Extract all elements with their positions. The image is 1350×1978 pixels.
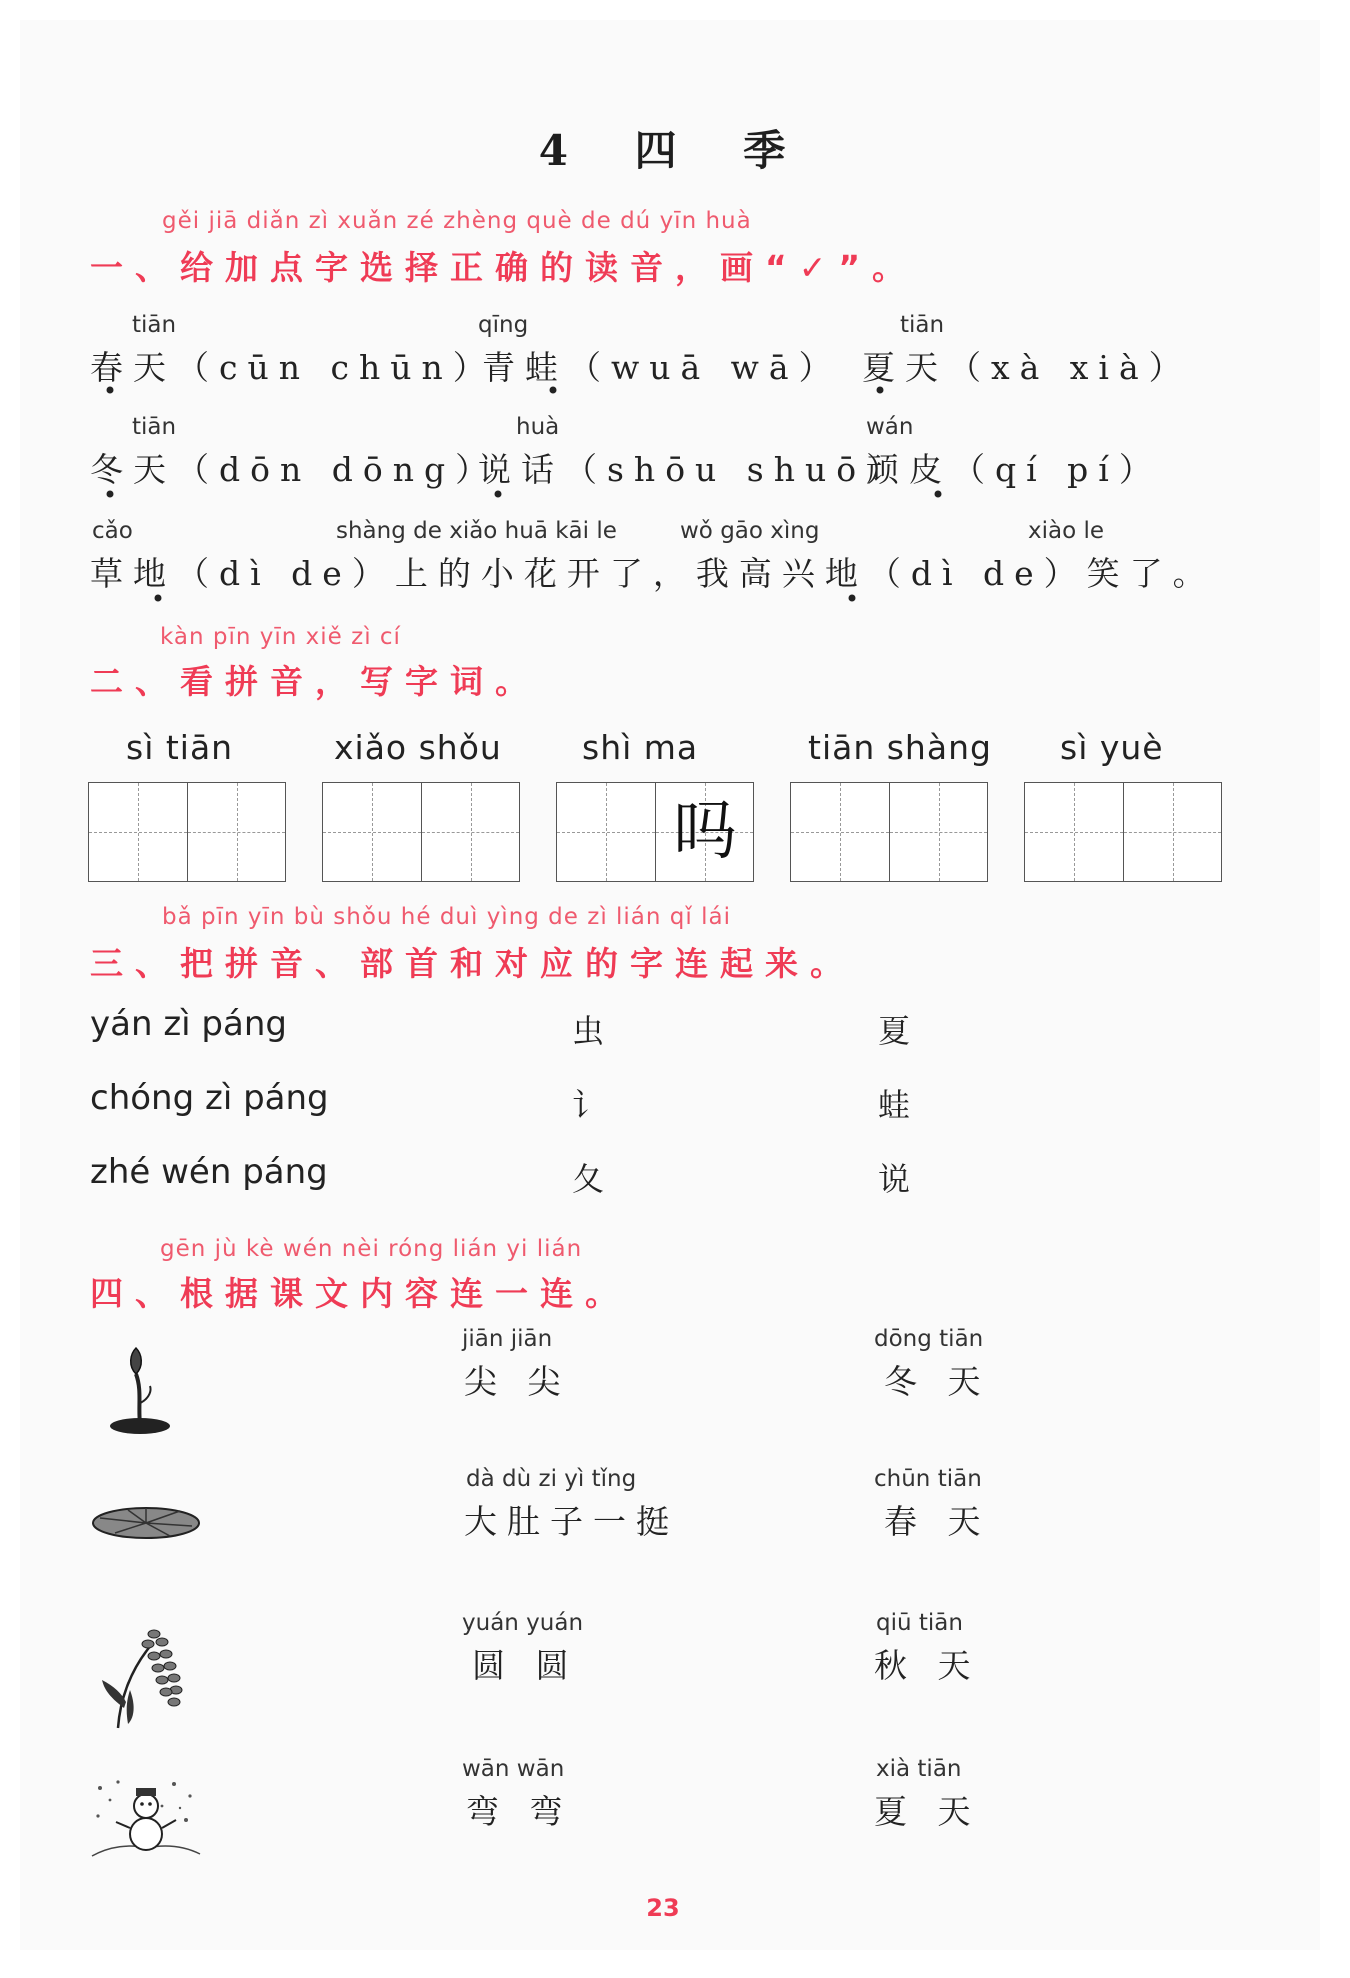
s4-right-1[interactable]: 冬 天 — [884, 1362, 991, 1401]
s1-item-chuntian[interactable]: 春天（cūn chūn） — [90, 348, 496, 387]
s1-item-wanpi[interactable]: 顽皮（qí pí） — [866, 450, 1162, 489]
s4-right-py-3: qiū tiān — [876, 1610, 963, 1636]
s4-mid-3[interactable]: 圆 圆 — [472, 1646, 579, 1685]
write-cell[interactable] — [557, 783, 655, 881]
rice-plant-icon[interactable] — [100, 1620, 192, 1730]
s1-sentence-py-1: cǎo — [92, 518, 133, 544]
write-cell[interactable] — [421, 783, 519, 881]
s1-sentence[interactable]: 草地（dì de）上的小花开了，我高兴地（dì de）笑了。 — [90, 554, 1216, 593]
grid2-pinyin: xiǎo shǒu — [334, 728, 502, 767]
grid1-pinyin: sì tiān — [126, 728, 234, 767]
s1-item-shuohua[interactable]: 说话（shōu shuō） — [478, 450, 910, 489]
write-cell[interactable] — [89, 783, 187, 881]
dot-dong — [107, 491, 114, 498]
grid4-pinyin: tiān shàng — [808, 728, 992, 767]
s4-mid-1[interactable]: 尖 尖 — [464, 1362, 571, 1401]
write-cell-filled[interactable]: 吗 — [655, 783, 753, 881]
char-wa[interactable]: 蛙 — [878, 1086, 911, 1124]
lotus-leaf-icon[interactable] — [90, 1502, 202, 1544]
char-shuo[interactable]: 说 — [878, 1160, 911, 1198]
s1-py-1: tiān — [132, 312, 177, 338]
dot-xia — [877, 387, 884, 394]
s1-py-4: tiān — [132, 414, 177, 440]
s4-mid-4[interactable]: 弯 弯 — [466, 1792, 573, 1831]
s4-mid-py-1: jiān jiān — [462, 1326, 553, 1352]
s1-sentence-py-3: wǒ gāo xìng — [680, 518, 820, 544]
s1-py-5: huà — [516, 414, 560, 440]
s1-sentence-py-2: shàng de xiǎo huā kāi le — [336, 518, 617, 544]
dot-chun — [107, 387, 114, 394]
radical-3[interactable]: 夂 — [572, 1160, 605, 1198]
write-cell[interactable] — [187, 783, 285, 881]
dot-pi — [935, 491, 942, 498]
radical-pinyin-1[interactable]: yán zì páng — [90, 1004, 287, 1044]
s4-right-py-4: xià tiān — [876, 1756, 962, 1782]
s4-right-py-2: chūn tiān — [874, 1466, 982, 1492]
grid5-pinyin: sì yuè — [1060, 728, 1164, 767]
section4-heading: 四、根据课文内容连一连。 — [90, 1274, 630, 1313]
write-box-3[interactable] — [556, 782, 754, 882]
radical-1[interactable]: 虫 — [572, 1012, 605, 1050]
write-box-5[interactable] — [1024, 782, 1222, 882]
radical-2[interactable]: 讠 — [572, 1086, 605, 1124]
write-cell[interactable] — [323, 783, 421, 881]
snowman-icon[interactable] — [90, 1776, 202, 1860]
s1-item-xiatian[interactable]: 夏天（xà xià） — [862, 348, 1192, 387]
write-box-4[interactable] — [790, 782, 988, 882]
dot-di-1 — [155, 595, 162, 602]
section2-pinyin: kàn pīn yīn xiě zì cí — [160, 624, 401, 650]
char-xia[interactable]: 夏 — [878, 1012, 911, 1050]
section3-heading: 三、把拼音、部首和对应的字连起来。 — [90, 944, 855, 983]
page-title: 4 四 季 — [538, 126, 812, 175]
s1-py-6: wán — [866, 414, 914, 440]
s4-mid-2[interactable]: 大肚子一挺 — [464, 1502, 679, 1541]
s4-right-4[interactable]: 夏 天 — [874, 1792, 981, 1831]
s1-sentence-py-4: xiào le — [1028, 518, 1105, 544]
grid3-pinyin: shì ma — [582, 728, 699, 767]
page-number: 23 — [646, 1894, 680, 1922]
dot-shuo — [495, 491, 502, 498]
write-box-2[interactable] — [322, 782, 520, 882]
radical-pinyin-2[interactable]: chóng zì páng — [90, 1078, 329, 1118]
s1-py-3: tiān — [900, 312, 945, 338]
s4-mid-py-3: yuán yuán — [462, 1610, 584, 1636]
radical-pinyin-3[interactable]: zhé wén páng — [90, 1152, 328, 1192]
s4-mid-py-2: dà dù zi yì tǐng — [466, 1466, 637, 1492]
section3-pinyin: bǎ pīn yīn bù shǒu hé duì yìng de zì lián qǐ lái — [162, 904, 731, 930]
write-cell[interactable] — [1025, 783, 1123, 881]
section2-heading: 二、看拼音，写字词。 — [90, 662, 540, 701]
s1-py-2: qīng — [478, 312, 529, 338]
section4-pinyin: gēn jù kè wén nèi róng lián yi lián — [160, 1236, 583, 1262]
s4-right-py-1: dōng tiān — [874, 1326, 984, 1352]
write-cell[interactable] — [889, 783, 987, 881]
emphasis-dots — [0, 0, 1350, 640]
section1-pinyin: gěi jiā diǎn zì xuǎn zé zhèng què de dú yīn huà — [162, 208, 752, 234]
s4-mid-py-4: wān wān — [462, 1756, 565, 1782]
write-cell[interactable] — [791, 783, 889, 881]
s4-right-3[interactable]: 秋 天 — [874, 1646, 981, 1685]
write-box-1[interactable] — [88, 782, 286, 882]
section1-heading: 一、给加点字选择正确的读音，画“✓”。 — [90, 248, 918, 287]
write-cell[interactable] — [1123, 783, 1221, 881]
s1-item-dongtian[interactable]: 冬天（dōn dōng） — [90, 450, 499, 489]
s4-right-2[interactable]: 春 天 — [884, 1502, 991, 1541]
dot-wa — [550, 387, 557, 394]
s1-item-qingwa[interactable]: 青蛙（wuā wā） — [482, 348, 842, 387]
dot-di-2 — [849, 595, 856, 602]
lotus-bud-icon[interactable] — [104, 1346, 174, 1438]
